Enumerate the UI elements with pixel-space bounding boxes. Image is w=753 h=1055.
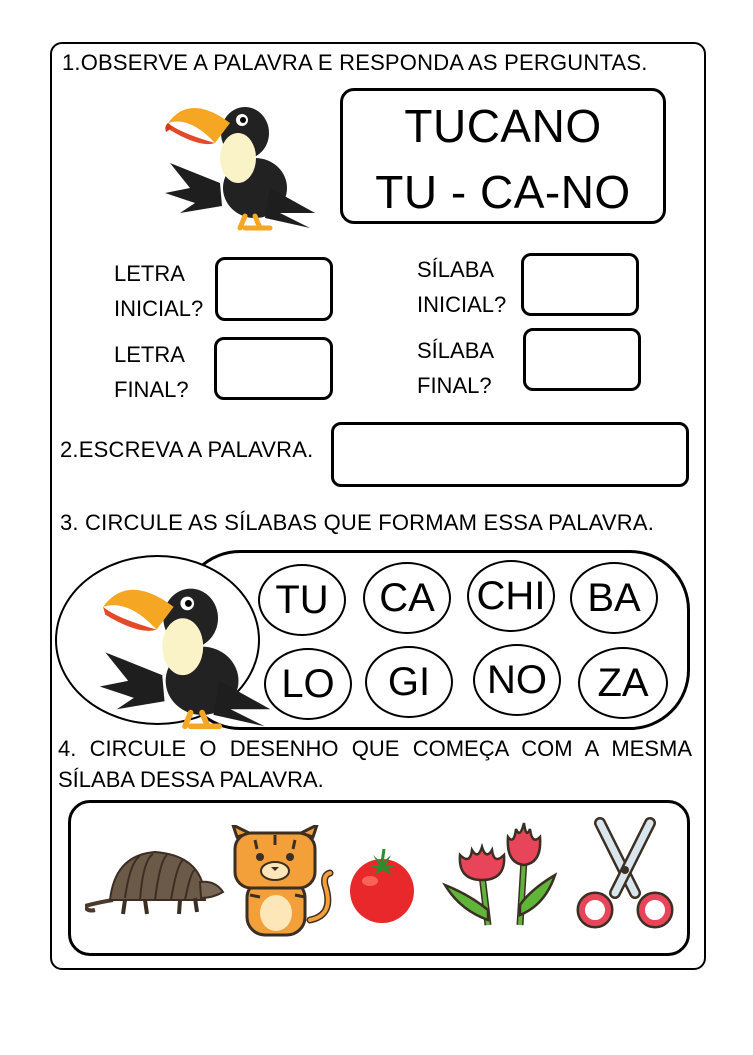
armadillo-icon[interactable]: [85, 840, 225, 920]
letter-final-answer-box[interactable]: [214, 337, 333, 400]
letter-final-label: LETRA FINAL?: [114, 342, 189, 402]
tomato-icon[interactable]: [345, 845, 420, 925]
syllable-option[interactable]: NO: [473, 644, 561, 716]
toucan-image: [85, 567, 285, 732]
tiger-icon[interactable]: [225, 825, 340, 940]
syllable-final-label: SÍLABA FINAL?: [417, 338, 495, 398]
q4-prompt: 4. CIRCULE O DESENHO QUE COMEÇA COM A MESMA SÍLABA DESSA PALAVRA.: [58, 736, 692, 792]
word-syllables: TU - CA-NO: [375, 166, 631, 218]
syllable-initial-label: SÍLABA INICIAL?: [417, 257, 507, 317]
syllable-option[interactable]: LO: [264, 648, 352, 720]
syllable-option[interactable]: ZA: [578, 647, 668, 719]
scissors-icon[interactable]: [565, 815, 685, 935]
syllable-option[interactable]: GI: [365, 646, 453, 718]
syllable-option[interactable]: BA: [570, 562, 658, 634]
word-text: TUCANO: [404, 100, 602, 152]
letter-initial-label: LETRA INICIAL?: [114, 261, 204, 321]
letter-initial-answer-box[interactable]: [215, 257, 333, 321]
syllable-option[interactable]: CHI: [467, 560, 555, 632]
syllable-initial-answer-box[interactable]: [521, 253, 639, 316]
q2-prompt: 2.ESCREVA A PALAVRA.: [60, 437, 314, 462]
syllable-option[interactable]: TU: [258, 564, 346, 636]
tulips-icon[interactable]: [440, 815, 560, 933]
syllable-option[interactable]: CA: [363, 562, 451, 634]
syllable-final-answer-box[interactable]: [523, 328, 641, 391]
q1-prompt: 1.OBSERVE A PALAVRA E RESPONDA AS PERGUNTAS.: [62, 50, 648, 75]
toucan-image: [160, 88, 320, 233]
word-box: [340, 88, 666, 224]
toucan-circle: [55, 555, 260, 725]
write-word-answer-box[interactable]: [331, 422, 689, 487]
q3-prompt: 3. CIRCULE AS SÍLABAS QUE FORMAM ESSA PALAVRA.: [60, 510, 655, 535]
